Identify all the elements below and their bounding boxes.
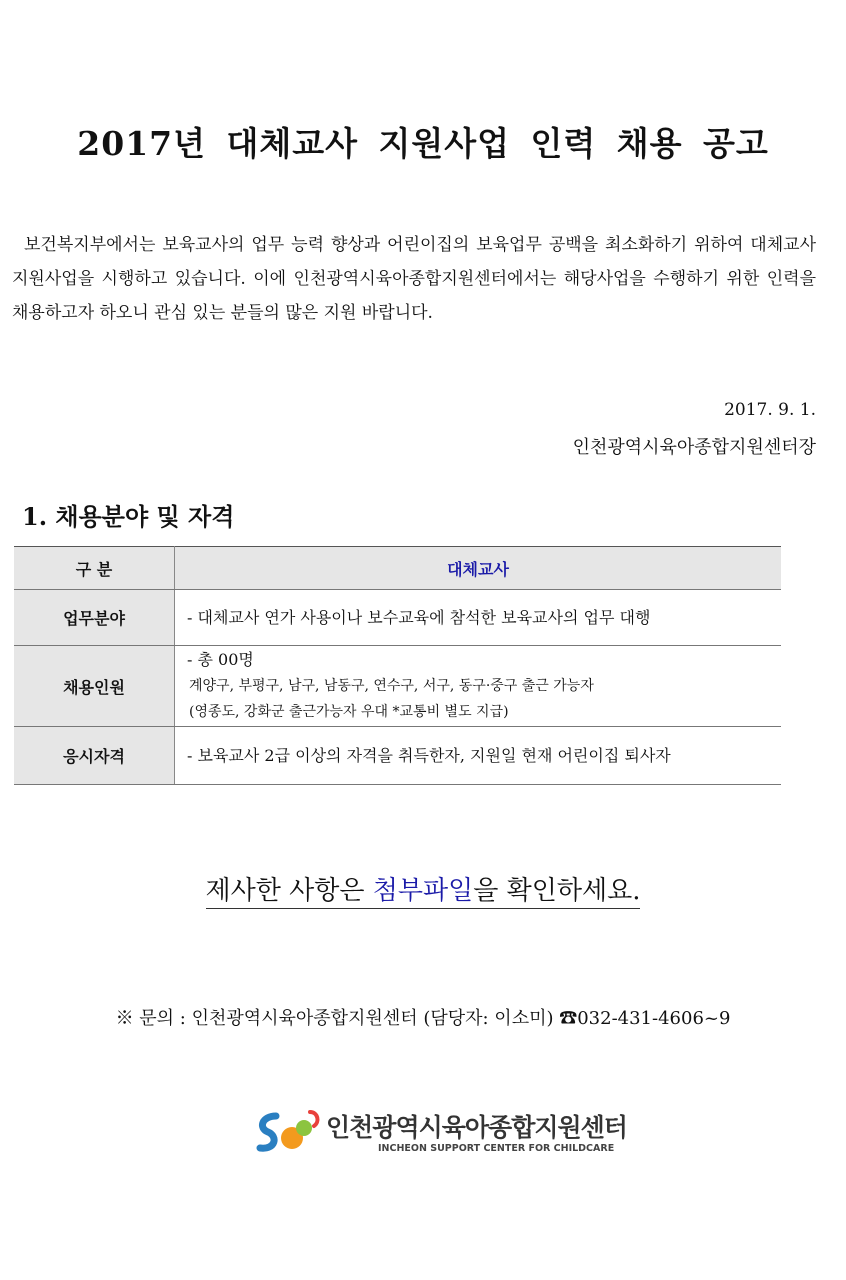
logo-mark-red-icon: [310, 1112, 317, 1126]
notice-text-before: 제사한 사항은: [205, 876, 373, 906]
row-label-duty: 업무분야: [14, 590, 175, 646]
qualification-line: - 보육교사 2급 이상의 자격을 취득한자, 지원일 현재 어린이집 퇴사자: [187, 745, 671, 765]
page-title: 2017년 대체교사 지원사업 인력 채용 공고: [77, 124, 769, 163]
notice-date: 2017. 9. 1.: [724, 400, 816, 420]
headcount-line: - 총 00명: [187, 650, 254, 669]
intro-text: 보건복지부에서는 보육교사의 업무 능력 향상과 어린이집의 보육업무 공백을 최소화하기 위하여 대체교사 지원사업을 시행하고 있습니다. 이에 인천광역시육아종합지원센터에서는 해당사업을 수행하기 위한 인력을 채용하고자 하오니 관심 있는 분들의 많은 지원 바랍니다.: [12, 235, 816, 323]
recruitment-table: [14, 546, 781, 785]
row-label-headcount: 채용인원: [14, 646, 175, 727]
attachment-link[interactable]: 첨부파일: [372, 876, 474, 906]
row-value-headcount: [175, 646, 782, 727]
section-heading: 1. 채용분야 및 자격: [22, 502, 235, 531]
attachment-notice-underline: [206, 876, 641, 909]
logo-english-name: INCHEON SUPPORT CENTER FOR CHILDCARE: [378, 1143, 615, 1154]
duty-line: - 대체교사 연가 사용이나 보수교육에 참석한 보육교사의 업무 대행: [187, 607, 651, 627]
table-row: [14, 646, 781, 727]
headcount-districts: 계양구, 부평구, 남구, 남동구, 연수구, 서구, 동구·중구 출근 가능자: [189, 678, 594, 694]
row-value-qualification: [175, 727, 782, 785]
logo-mark-green-icon: [296, 1120, 312, 1136]
row-label-qualification: 응시자격: [14, 727, 175, 785]
notice-text-after: 을 확인하세요.: [473, 876, 641, 906]
logo-mark-s-icon: [260, 1116, 276, 1148]
intro-paragraph: [12, 228, 816, 330]
logo-name: 인천광역시육아종합지원센터: [326, 1113, 627, 1142]
table-header-value: 대체교사: [175, 547, 782, 590]
attachment-notice: [0, 870, 846, 907]
table-header-row: [14, 547, 781, 590]
notice-signer: 인천광역시육아종합지원센터장: [572, 437, 816, 458]
headcount-note: (영종도, 강화군 출근가능자 우대 *교통비 별도 지급): [189, 704, 509, 720]
table-header-label: 구 분: [14, 547, 175, 590]
contact-info: ※ 문의 : 인천광역시육아종합지원센터 (담당자: 이소미) ☎032-431-4606~9: [115, 1008, 731, 1029]
row-value-duty: [175, 590, 782, 646]
table-row: [14, 590, 781, 646]
table-row: [14, 727, 781, 785]
